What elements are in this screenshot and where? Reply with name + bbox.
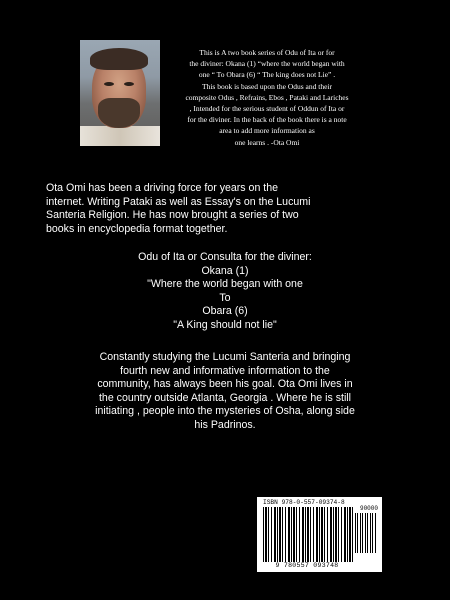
title-line: "A King should not lie" bbox=[173, 318, 277, 331]
isbn-label: ISBN 978-0-557-09374-8 bbox=[263, 499, 345, 506]
blurb-line: , Intended for the serious student of Oddun of Ita or bbox=[189, 104, 345, 114]
book-blurb bbox=[167, 47, 367, 148]
author-photo-hair bbox=[90, 48, 148, 70]
author-photo-beard bbox=[98, 98, 140, 128]
blurb-line: the diviner: Okana (1) “where the world began with bbox=[189, 59, 345, 69]
price-code: 90000 bbox=[359, 505, 378, 512]
closing-line: fourth new and informative information to the bbox=[120, 364, 330, 377]
closing-line: his Padrinos. bbox=[194, 418, 256, 431]
bio-line: Ota Omi has been a driving force for years on the bbox=[46, 182, 279, 194]
author-photo-eye-right bbox=[124, 82, 134, 86]
bio-line: Santeria Religion. He has now brought a series of two bbox=[46, 209, 299, 222]
title-line: "Where the world began with one bbox=[147, 278, 303, 291]
barcode-number: 9 780557 093748 bbox=[275, 562, 339, 569]
book-title-block bbox=[0, 251, 450, 333]
closing-line: Constantly studying the Lucumi Santeria and bringing bbox=[99, 351, 351, 363]
blurb-line: area to add more information as bbox=[219, 126, 315, 136]
title-line: To bbox=[219, 291, 231, 304]
blurb-line: one learns . -Ota Omi bbox=[234, 137, 300, 147]
author-bio bbox=[46, 182, 406, 236]
title-line: Okana (1) bbox=[201, 264, 249, 277]
blurb-line: composite Odus , Refrains, Ebos , Pataki and Lariches bbox=[185, 92, 349, 102]
author-closing-paragraph bbox=[0, 351, 450, 433]
author-photo-eye-left bbox=[104, 82, 114, 86]
title-line: Obara (6) bbox=[202, 305, 248, 318]
bio-line: books in encyclopedia format together. bbox=[46, 222, 228, 235]
price-barcode-bars bbox=[355, 513, 377, 553]
isbn-barcode bbox=[257, 497, 382, 572]
author-photo-shirt bbox=[80, 126, 160, 146]
blurb-line: This is A two book series of Odu of Ita or for bbox=[199, 48, 335, 57]
author-photo bbox=[80, 40, 160, 146]
blurb-line: one “ To Obara (6) “ The king does not Lie” . bbox=[198, 70, 336, 80]
title-line: Odu of Ita or Consulta for the diviner: bbox=[138, 251, 312, 263]
barcode-bars bbox=[263, 507, 353, 562]
closing-line: the country outside Atlanta, Georgia . Where he is still bbox=[98, 391, 352, 404]
closing-line: initiating , people into the mysteries of Osha, along side bbox=[95, 405, 355, 418]
blurb-line: This book is based upon the Odus and their bbox=[202, 81, 332, 91]
closing-line: community, has always been his goal. Ota Omi lives in bbox=[97, 378, 353, 391]
blurb-line: for the diviner. In the back of the book there is a note bbox=[187, 115, 347, 125]
bio-line: internet. Writing Pataki as well as Essay's on the Lucumi bbox=[46, 195, 311, 208]
